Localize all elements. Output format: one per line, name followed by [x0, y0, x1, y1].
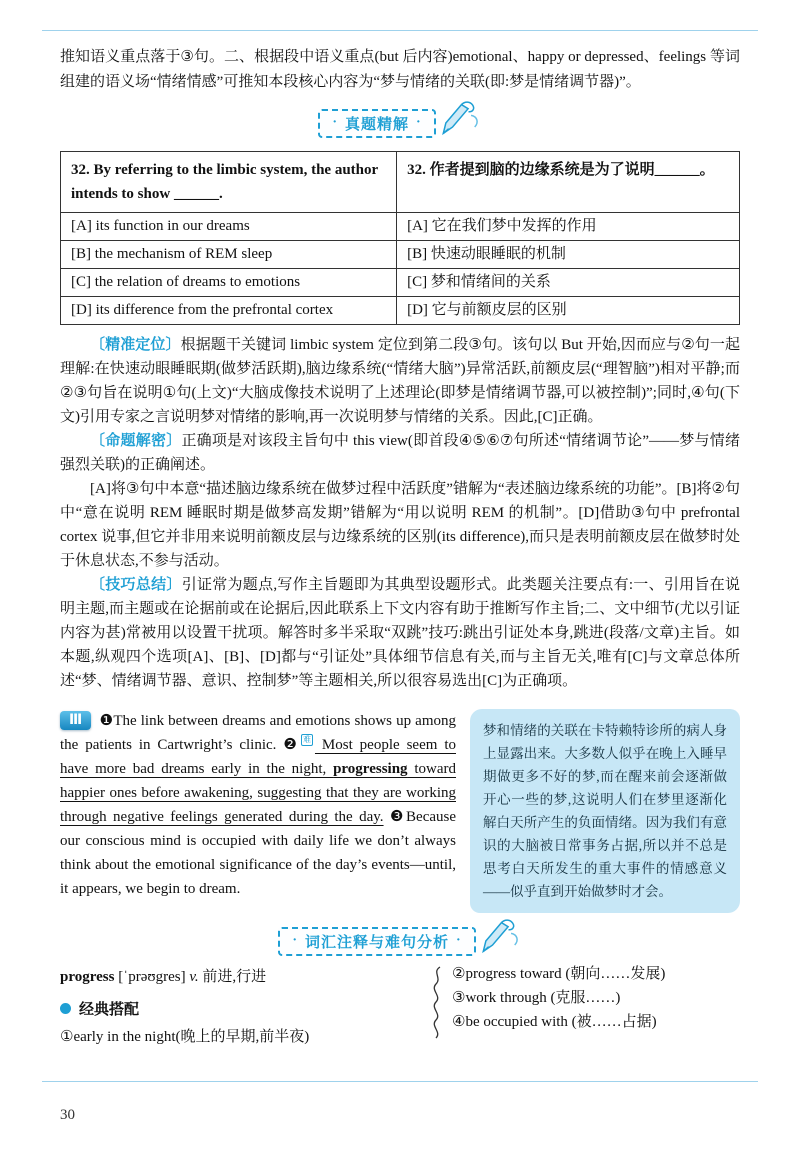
- section-badge-2: [278, 927, 475, 956]
- badge-dot-left: ·: [332, 115, 338, 130]
- analysis-paragraph-technique: [60, 573, 740, 693]
- badge2-dot-left: ·: [292, 933, 298, 948]
- passage-seg-5: ❸Because our conscious mind is occupied with daily life we don’t always think about the emotional significance of the day’s events—until, it appears, we begin to dream.: [60, 809, 457, 897]
- passage-seg-4-underlined: toward happier ones before awakening, suggesting that they are working through negative feelings generated during the day.: [60, 761, 457, 825]
- analysis-block: [60, 333, 740, 693]
- collocation-item-4: ④be occupied with (被……占据): [452, 1014, 657, 1030]
- passage-seg-2-underlined: Most people seem to have more bad dreams early in the night,: [60, 737, 456, 777]
- collocation-header-label: 经典搭配: [79, 1002, 140, 1018]
- collocation-item-1: ①early in the night(晚上的早期,前半夜): [60, 1029, 310, 1045]
- vocabulary-section: [60, 965, 740, 1049]
- passage-translation-box: 梦和情绪的关联在卡特赖特诊所的病人身上显露出来。大多数人似乎在晚上入睡早期做更多不好的梦,而在醒来前会逐渐做开心一些的梦,这说明人们在梦里逐渐化解白天所产生的负面情绪。因为我们有意识的大脑被日常事务占据,所以并不总是思考白天所发生的重大事件的情感意义——似乎直到开始做梦时才会。: [470, 709, 740, 913]
- intro-paragraph: 推知语义重点落于③句。二、根据段中语义重点(but 后内容)emotional、happy or depressed、feelings 等词组建的语义场“情绪情感”可推知本段核心内容为“梦与情绪的关联(即:梦是情绪调节器)”。: [60, 49, 740, 90]
- passage-seg-3-bold: progressing: [333, 761, 408, 777]
- collocation-item-3: ③work through (克服……): [452, 990, 621, 1006]
- pen-icon-2: [475, 916, 523, 956]
- passage-section: [60, 709, 740, 913]
- analysis-text-distractors: [A]将③句中本意“描述脑边缘系统在做梦过程中活跃度”错解为“表述脑边缘系统的功能”。[B]将②句中“意在说明 REM 睡眠时期是做梦高发期”错解为“用以说明 REM 的机制”。[D]借助③句中 prefrontal cortex 说事,但它并非用来说明前额皮层与边缘系统的区别(its difference),而只是表明前额皮层在做梦时处于休息状态,不参与活动。: [60, 481, 740, 569]
- analysis-paragraph-distractors: [60, 477, 740, 573]
- option-zh-a: [A] 它在我们梦中发挥的作用: [397, 213, 740, 241]
- question-stem-en: 32. By referring to the limbic system, the author intends to show ______.: [61, 152, 397, 213]
- brace-squiggle-icon: [430, 965, 444, 1041]
- analysis-label-locate: 〔精准定位〕: [90, 337, 181, 353]
- top-rule: [42, 30, 758, 31]
- pen-icon: [435, 98, 483, 138]
- vocab-phonetic: [ˈprəʊgres]: [118, 969, 186, 985]
- question-table: [60, 151, 740, 325]
- passage-english: [60, 709, 456, 913]
- analysis-label-technique: 〔技巧总结〕: [90, 577, 182, 593]
- page-number: 30: [60, 1107, 75, 1123]
- option-zh-c: [C] 梦和情绪间的关系: [397, 269, 740, 297]
- option-row-d: [61, 297, 740, 325]
- option-row-a: [61, 213, 740, 241]
- vocab-pos: v.: [189, 969, 199, 985]
- section-badge-label: 真题精解: [344, 116, 409, 133]
- analysis-text-secret: 正确项是对该段主旨句中 this view(即首段④⑤⑥⑦句所述“情绪调节论”——梦与情绪强烈关联)的正确阐述。: [60, 433, 740, 473]
- section-badge: [318, 109, 435, 138]
- passage-seg-1: ❶The link between dreams and emotions shows up among the patients in Cartwright’s clinic. ❷: [60, 713, 456, 753]
- paragraph-number-chip: Ⅲ: [60, 711, 91, 730]
- vocab-right-column: [430, 963, 665, 1049]
- vocab-meaning: 前进,行进: [202, 969, 267, 985]
- collocation-header: [60, 998, 416, 1019]
- option-zh-b: [B] 快速动眼睡眠的机制: [397, 241, 740, 269]
- analysis-text-locate: 根据题干关键词 limbic system 定位到第二段③句。该句以 But 开始,因而应与②句一起理解:在快速动眼睡眠期(做梦活跃期),脑边缘系统(“情绪大脑”)异常活跃,前额皮层(“理智脑”)相对平静;而②③句旨在说明①句(上文)“大脑成像技术说明了上述理论(即梦是情绪调节器,可以被控制)”;同时,④句(下文)引用专家之言说明梦对情绪的影响,再一次说明梦与情绪的关系。因此,[C]正确。: [60, 337, 740, 425]
- collocation-item-2: ②progress toward (朝向……发展): [452, 966, 666, 982]
- badge2-dot-right: ·: [456, 933, 462, 948]
- option-zh-d: [D] 它与前额皮层的区别: [397, 297, 740, 325]
- bottom-rule: [42, 1081, 758, 1082]
- difficult-sentence-icon: 难: [302, 735, 311, 744]
- analysis-paragraph-secret: [60, 429, 740, 477]
- option-row-c: [61, 269, 740, 297]
- option-en-d: [D] its difference from the prefrontal cortex: [61, 297, 397, 325]
- vocab-word: progress: [60, 969, 115, 985]
- question-stem-zh: 32. 作者提到脑的边缘系统是为了说明______。: [397, 152, 740, 213]
- option-en-a: [A] its function in our dreams: [61, 213, 397, 241]
- vocab-left-column: [60, 965, 416, 1049]
- collocation-list: [452, 963, 665, 1049]
- option-en-c: [C] the relation of dreams to emotions: [61, 269, 397, 297]
- vocab-entry: [60, 965, 416, 989]
- section-header-vocabulary: [60, 925, 740, 957]
- option-row-b: [61, 241, 740, 269]
- analysis-label-secret: 〔命题解密〕: [90, 433, 182, 449]
- analysis-paragraph-locate: [60, 333, 740, 429]
- badge-dot-right: ·: [416, 115, 422, 130]
- section-header-true-question: [60, 107, 740, 139]
- section-badge-2-label: 词汇注释与难句分析: [304, 934, 449, 951]
- bullet-dot-icon: [60, 1003, 71, 1014]
- analysis-text-technique: 引证常为题点,写作主旨题即为其典型设题形式。此类题关注要点有:一、引用旨在说明主题,而主题或在论据前或在论据后,因此联系上下文内容有助于推断写作主旨;二、文中细节(尤以引证内容为甚)常被用以设置干扰项。解答时多半采取“双跳”技巧:跳出引证处本身,跳进(段落/文章)主旨。如本题,纵观四个选项[A]、[B]、[D]都与“引证处”具体细节信息有关,而与主旨无关,唯有[C]与文章总体所述“梦、情绪调节器、意识、控制梦”等主题相关,所以很容易选出[C]为正确项。: [60, 577, 740, 689]
- question-stem-row: [61, 152, 740, 213]
- option-en-b: [B] the mechanism of REM sleep: [61, 241, 397, 269]
